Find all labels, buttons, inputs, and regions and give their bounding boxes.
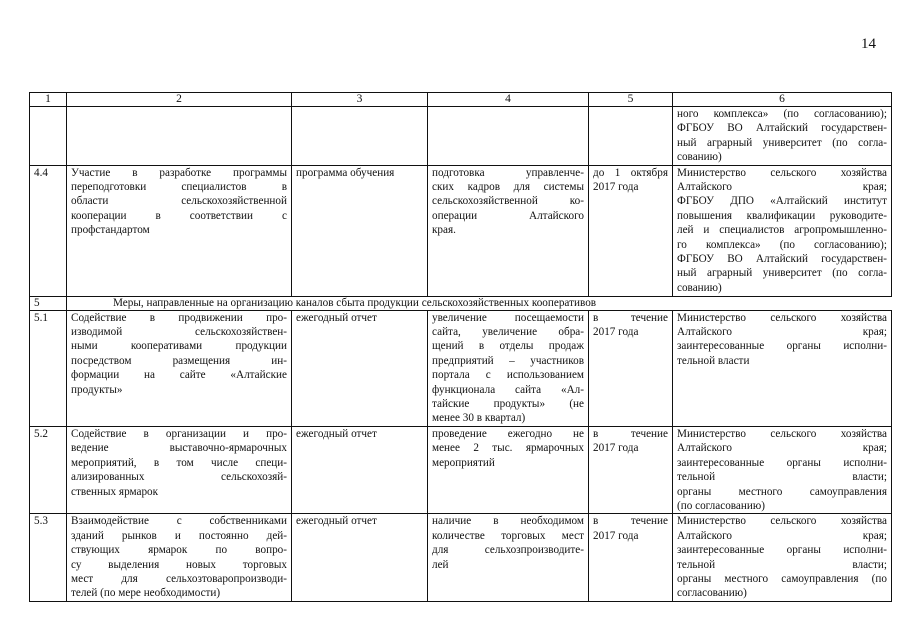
cell-line: ными кооперативами продукции — [71, 340, 287, 353]
result-cell — [428, 426, 589, 513]
cell-line: продукты» — [71, 383, 123, 396]
cell-line: в течение — [593, 515, 668, 528]
item-number: 5.1 — [30, 310, 67, 426]
cell-line: мероприятий, в том числе специ- — [71, 456, 287, 469]
measure-cell — [67, 426, 292, 513]
cell-line: органы местного самоуправления — [677, 485, 887, 498]
cell-line: Алтайского края; — [677, 326, 887, 339]
cell-line: Взаимодействие с собственниками — [71, 515, 287, 528]
section-number: 5 — [30, 296, 67, 310]
cell-line: ФГБОУ ВО Алтайский государствен- — [677, 122, 887, 135]
cell-line: зданий рынков и постоянно дей- — [71, 529, 287, 542]
indicator-cell: программа обучения — [292, 165, 428, 296]
cell-line: ФГБОУ ДПО «Алтайский институт — [677, 195, 887, 208]
cell-line: ствующих ярмарок по вопро- — [71, 544, 287, 557]
table-row — [30, 310, 892, 426]
deadline-cell — [589, 514, 673, 602]
cell-line: операции Алтайского — [432, 209, 584, 222]
cell-line: кооперации в соответствии с — [71, 209, 287, 222]
table-row — [30, 165, 892, 296]
cell-line: Алтайского края; — [677, 181, 887, 194]
result-cell — [428, 107, 589, 166]
header-col-6: 6 — [673, 93, 892, 107]
executors-cell — [673, 310, 892, 426]
cell-line: менее 30 в квартал) — [432, 412, 526, 425]
cell-line: переподготовки специалистов в — [71, 181, 287, 194]
cell-line: края. — [432, 224, 456, 237]
result-cell — [428, 310, 589, 426]
cell-line: заинтересованные органы исполни- — [677, 456, 887, 469]
item-number — [30, 107, 67, 166]
cell-line: проведение ежегодно не — [432, 427, 584, 440]
cell-line: Содействие в организации и про- — [71, 427, 287, 440]
header-col-5: 5 — [589, 93, 673, 107]
cell-line: Министерство сельского хозяйства — [677, 515, 887, 528]
indicator-cell: ежегодный отчет — [292, 310, 428, 426]
executors-cell — [673, 165, 892, 296]
cell-line: ализированных сельскохозяй- — [71, 471, 287, 484]
cell-line: заинтересованные органы исполни- — [677, 544, 887, 557]
cell-line: заинтересованные органы исполни- — [677, 340, 887, 353]
cell-line: для сельхозпроизводите- — [432, 544, 584, 557]
cell-line: подготовка управленче- — [432, 166, 584, 179]
cell-line: го комплекса» (по согласованию); — [677, 238, 887, 251]
section-row — [30, 296, 892, 310]
table-row — [30, 426, 892, 513]
cell-line: посредством размещения ин- — [71, 354, 287, 367]
cell-line: сельскохозяйственной ко- — [432, 195, 584, 208]
cell-line: ного комплекса» (по согласованию); — [677, 108, 887, 120]
cell-line: сованию) — [677, 151, 722, 164]
deadline-cell — [589, 107, 673, 166]
cell-line: ный аграрный университет (по согла- — [677, 136, 887, 149]
cell-line: органы местного самоуправления (по — [677, 572, 887, 585]
item-number: 5.3 — [30, 514, 67, 602]
cell-line: сованию) — [677, 281, 722, 294]
cell-line: количестве торговых мест — [432, 529, 584, 542]
indicator-cell: ежегодный отчет — [292, 426, 428, 513]
cell-line: Алтайского края; — [677, 529, 887, 542]
cell-line: лей и специалистов агропромышленно- — [677, 224, 887, 237]
cell-line: ный аграрный университет (по согла- — [677, 267, 887, 280]
indicator-cell: ежегодный отчет — [292, 514, 428, 602]
deadline-cell — [589, 165, 673, 296]
cell-line: ФГБОУ ВО Алтайский государствен- — [677, 253, 887, 266]
cell-line: лей — [432, 558, 449, 571]
result-cell — [428, 165, 589, 296]
cell-line: увеличение посещаемости — [432, 311, 584, 324]
header-col-4: 4 — [428, 93, 589, 107]
measure-cell — [67, 165, 292, 296]
cell-line: (по согласованию) — [677, 499, 765, 512]
cell-line: согласованию) — [677, 587, 747, 600]
cell-line: телей (по мере необходимости) — [71, 587, 221, 600]
page-number: 14 — [861, 36, 876, 52]
header-col-3: 3 — [292, 93, 428, 107]
cell-line: Министерство сельского хозяйства — [677, 311, 887, 324]
cell-line: тельной власти; — [677, 471, 887, 484]
item-number: 5.2 — [30, 426, 67, 513]
cell-line: функционала сайта «Ал- — [432, 383, 584, 396]
measure-cell — [67, 514, 292, 602]
cell-line: 2017 года — [593, 326, 639, 339]
measure-cell — [67, 107, 292, 166]
table-row — [30, 514, 892, 602]
cell-line: профстандартом — [71, 224, 150, 237]
cell-line: области сельскохозяйственной — [71, 195, 287, 208]
result-cell — [428, 514, 589, 602]
cell-line: су выделения новых торговых — [71, 558, 287, 571]
cell-line: в течение — [593, 427, 668, 440]
deadline-cell — [589, 310, 673, 426]
section-title: Меры, направленные на организацию каналов сбыта продукции сельскохозяйственных кооперативов — [113, 296, 597, 309]
cell-line: мероприятий — [432, 456, 495, 469]
cell-line: Министерство сельского хозяйства — [677, 427, 887, 440]
deadline-cell — [589, 426, 673, 513]
measure-cell — [67, 310, 292, 426]
section-title-cell — [67, 296, 892, 310]
cell-line: ведение выставочно-ярмарочных — [71, 442, 287, 455]
cell-line: изводимой сельскохозяйствен- — [71, 326, 287, 339]
cell-line: 2017 года — [593, 442, 639, 455]
executors-cell — [673, 514, 892, 602]
header-row — [30, 93, 892, 107]
cell-line: до 1 октября — [593, 166, 668, 179]
indicator-cell — [292, 107, 428, 166]
cell-line: в течение — [593, 311, 668, 324]
cell-line: повышения квалификации руководите- — [677, 209, 887, 222]
item-number: 4.4 — [30, 165, 67, 296]
cell-line: портала с использованием — [432, 369, 584, 382]
cell-line: Содействие в продвижении про- — [71, 311, 287, 324]
cell-line: ских кадров для системы — [432, 181, 584, 194]
cell-line: формации на сайте «Алтайские — [71, 369, 287, 382]
header-col-2: 2 — [67, 93, 292, 107]
table-row — [30, 107, 892, 166]
cell-line: мест для сельхозтоваропроизводи- — [71, 572, 287, 585]
cell-line: ственных ярмарок — [71, 485, 159, 498]
cell-line: 2017 года — [593, 181, 639, 194]
cell-line: наличие в необходимом — [432, 515, 584, 528]
cell-line: сайта, увеличение обра- — [432, 326, 584, 339]
cell-line: тельной власти — [677, 354, 750, 367]
cell-line: предприятий – участников — [432, 354, 584, 367]
executors-cell — [673, 426, 892, 513]
executors-cell — [673, 107, 892, 166]
cell-line: Алтайского края; — [677, 442, 887, 455]
cell-line: щений в отделы продаж — [432, 340, 584, 353]
measures-table — [29, 92, 892, 602]
header-col-1: 1 — [30, 93, 67, 107]
cell-line: Участие в разработке программы — [71, 166, 287, 179]
cell-line: Министерство сельского хозяйства — [677, 166, 887, 179]
cell-line: тайские продукты» (не — [432, 398, 584, 411]
cell-line: тельной власти; — [677, 558, 887, 571]
cell-line: 2017 года — [593, 529, 639, 542]
cell-line: менее 2 тыс. ярмарочных — [432, 442, 584, 455]
